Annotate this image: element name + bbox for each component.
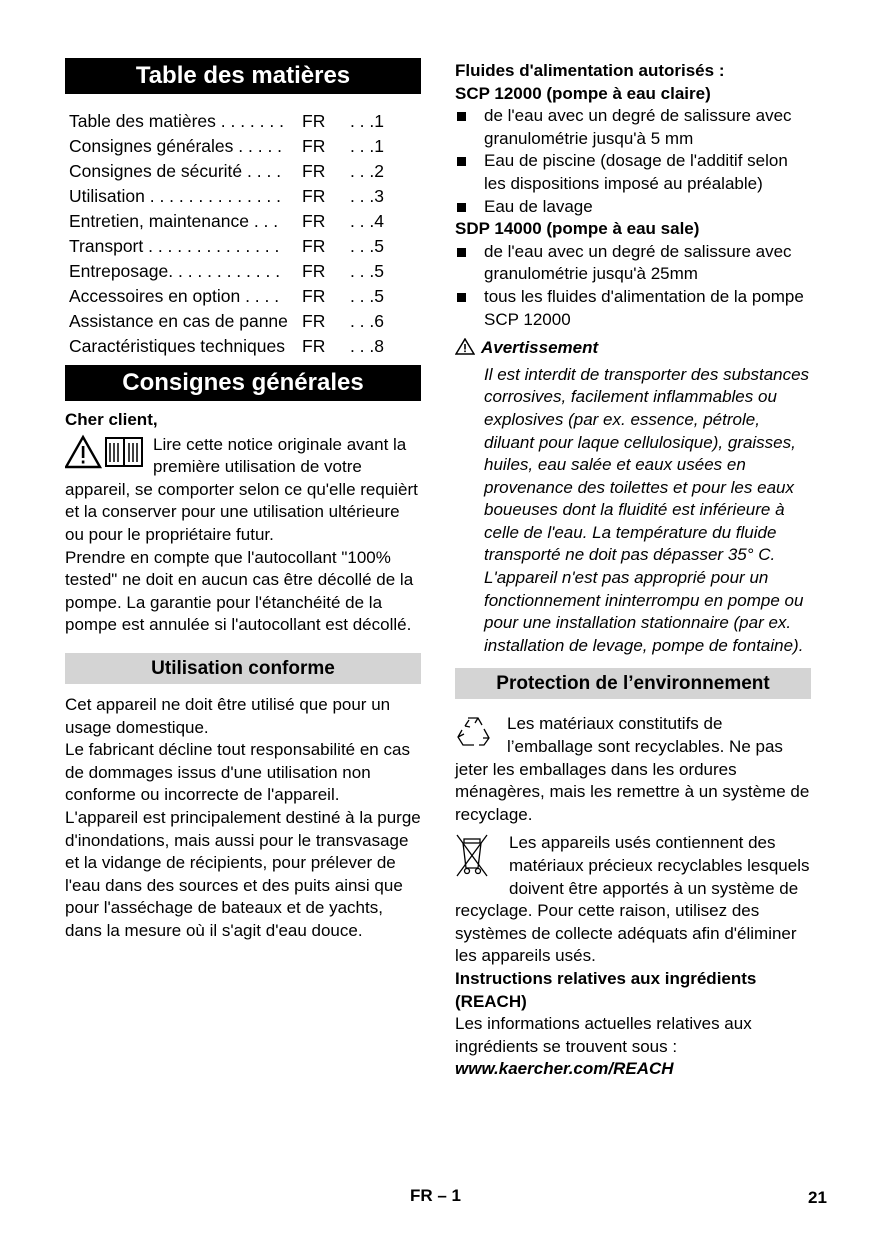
toc-entry-title: Entreposage. . . . . . . . . . . .: [69, 261, 281, 281]
toc-entry-language: FR: [302, 136, 326, 156]
warning-title: Avertissement: [481, 338, 599, 358]
toc-entry-page: . . .1: [349, 136, 384, 156]
square-bullet-icon: [457, 157, 466, 166]
recycling-text: Les matériaux constitutifs de l’emballage sont recyclables. Ne pas jeter les emballages dans les ordures ménagères, mais les remettre à un système de recyclage.: [455, 714, 810, 824]
section-footer: FR – 1: [410, 1186, 462, 1205]
warning-paragraph-2: L'appareil n'est pas approprié pour un fonctionnement ininterrompu en pompe ou pour une installation stationnaire (par ex. installation de levage, pompe de fontaine).: [484, 568, 804, 655]
list-item-text: de l'eau avec un degré de salissure avec granulométrie jusqu'à 5 mm: [484, 106, 792, 148]
use-paragraph-1: Cet appareil ne doit être utilisé que pour un usage domestique.: [65, 694, 391, 737]
toc-entry-page: . . .1: [349, 111, 384, 131]
toc-entry-language: FR: [302, 111, 326, 131]
square-bullet-icon: [457, 248, 466, 257]
warning-block-title: [455, 337, 811, 360]
square-bullet-icon: [457, 203, 466, 212]
toc-entry-page: . . .6: [349, 311, 384, 331]
weee-block: [455, 832, 811, 968]
square-bullet-icon: [457, 293, 466, 302]
use-paragraph-3: L'appareil est principalement destiné à la purge d'inondations, mais aussi pour le transvasage et la vidange de récipients, pour prélever de l'eau dans des sources et des puits ainsi que pour l'asséchage de bateaux et de yachts, dans la mesure où il s'agit d'eau douce.: [65, 807, 421, 940]
toc-entry-title: Transport . . . . . . . . . . . . . .: [69, 236, 280, 256]
scp-heading: SCP 12000 (pompe à eau claire): [455, 83, 711, 103]
sticker-note: Prendre en compte que l'autocollant "100% tested" ne doit en aucun cas être décollé de la pompe. La garantie pour l'étanchéité de la pompe est annulée si l'autocollant est décollé.: [65, 547, 414, 635]
warning-manual-icons: [65, 434, 145, 475]
toc-entry-page: . . .5: [349, 261, 384, 281]
warning-text: [455, 364, 811, 658]
scp-fluid-list: [455, 105, 811, 218]
list-item-text: tous les fluides d'alimentation de la pompe SCP 12000: [484, 286, 804, 329]
list-item-text: de l'eau avec un degré de salissure avec granulométrie jusqu'à 25mm: [484, 241, 792, 284]
toc-entry-title: Consignes générales . . . . .: [69, 136, 283, 156]
toc-row[interactable]: [69, 334, 421, 359]
toc-row[interactable]: [69, 284, 421, 309]
warning-icon: [65, 434, 145, 470]
toc-entry-language: FR: [302, 261, 326, 281]
toc-entry-title: Utilisation . . . . . . . . . . . . . .: [69, 186, 281, 206]
fluids-heading: Fluides d'alimentation autorisés :: [455, 61, 725, 80]
reach-link[interactable]: www.kaercher.com/REACH: [455, 1059, 674, 1079]
toc-entry-page: . . .4: [349, 211, 384, 231]
toc-row[interactable]: [69, 159, 421, 184]
toc-entry-page: . . .3: [349, 186, 384, 206]
recycling-symbol: [455, 713, 491, 754]
environment-heading: Protection de l’environnement: [455, 668, 811, 699]
intended-use-heading: Utilisation conforme: [65, 653, 421, 684]
toc-entry-page: . . .2: [349, 161, 384, 181]
toc-entry-page: . . .5: [349, 286, 384, 306]
toc-entry-title: Accessoires en option . . . .: [69, 286, 280, 306]
general-heading: Consignes générales: [65, 365, 421, 401]
toc-row[interactable]: [69, 184, 421, 209]
left-column: [65, 58, 421, 942]
right-column: [455, 60, 811, 1081]
intro-block: [65, 434, 421, 547]
sdp-heading: SDP 14000 (pompe à eau sale): [455, 219, 700, 239]
list-item: [455, 241, 811, 286]
toc-entry-title: Consignes de sécurité . . . .: [69, 161, 282, 181]
recycling-icon: [455, 713, 491, 749]
square-bullet-icon: [457, 112, 466, 121]
toc-row[interactable]: [69, 309, 421, 334]
use-paragraph-2: Le fabricant décline tout responsabilité en cas de dommages issus d'une utilisation non conforme ou incorrecte de l'appareil.: [65, 740, 410, 805]
sdp-fluid-list: [455, 241, 811, 331]
toc-row[interactable]: [69, 259, 421, 284]
table-of-contents: [65, 109, 421, 359]
page-number: 21: [808, 1188, 827, 1207]
toc-entry-title: Entretien, maintenance . . .: [69, 211, 279, 231]
reach-text: Les informations actuelles relatives aux ingrédients se trouvent sous :: [455, 1014, 752, 1056]
warning-paragraph-1: Il est interdit de transporter des substances corrosives, facilement inflammables ou explosives (par ex. essence, pétrole, diluant pour laque cellulosique), graisses, huiles, eau salée et eaux usées en provenance des toilettes et pour les eaux boueuses dont la fluidité est inférieure à celle de l'eau. La température du fluide transporté ne doit pas dépasser 35° C.: [484, 364, 810, 565]
toc-entry-language: FR: [302, 186, 326, 206]
toc-entry-title: Caractéristiques techniques: [69, 336, 285, 356]
list-item: [455, 150, 811, 195]
toc-row[interactable]: [69, 134, 421, 159]
toc-entry-title: Assistance en cas de panne: [69, 311, 288, 331]
toc-entry-page: . . .8: [349, 336, 384, 356]
weee-symbol: [455, 832, 489, 883]
recycling-block: [455, 713, 811, 826]
intro-text: Lire cette notice originale avant la première utilisation de votre appareil, se comporter selon ce qu'elle requièrt et la conserver pour une utilisation ultérieure ou pour le propriétaire futur.: [65, 434, 418, 544]
toc-entry-language: FR: [302, 211, 326, 231]
toc-row[interactable]: [69, 234, 421, 259]
list-item: [455, 105, 811, 150]
toc-entry-language: FR: [302, 336, 326, 356]
crossed-bin-icon: [455, 832, 489, 878]
toc-entry-language: FR: [302, 236, 326, 256]
weee-text: Les appareils usés contiennent des matériaux précieux recyclables lesquels doivent être apportés à un système de recyclage. Pour cette raison, utilisez des systèmes de collecte adéquats afin d'éliminer les appareils usés.: [455, 833, 810, 966]
list-item-text: Eau de lavage: [484, 196, 593, 216]
list-item-text: Eau de piscine (dosage de l'additif selon les dispositions imposé au préalable): [484, 151, 788, 193]
toc-entry-language: FR: [302, 286, 326, 306]
toc-entry-title: Table des matières . . . . . . .: [69, 111, 284, 131]
warning-icon: [455, 338, 475, 355]
reach-heading: Instructions relatives aux ingrédients (REACH): [455, 968, 757, 1011]
toc-row[interactable]: [69, 209, 421, 234]
list-item: [455, 286, 811, 331]
manual-book-icon: [106, 438, 142, 466]
toc-entry-language: FR: [302, 311, 326, 331]
toc-entry-language: FR: [302, 161, 326, 181]
toc-entry-page: . . .5: [349, 236, 384, 256]
dear-customer: Cher client,: [65, 410, 158, 429]
toc-row[interactable]: [69, 109, 421, 134]
toc-heading: Table des matières: [65, 58, 421, 94]
list-item: [455, 196, 811, 219]
